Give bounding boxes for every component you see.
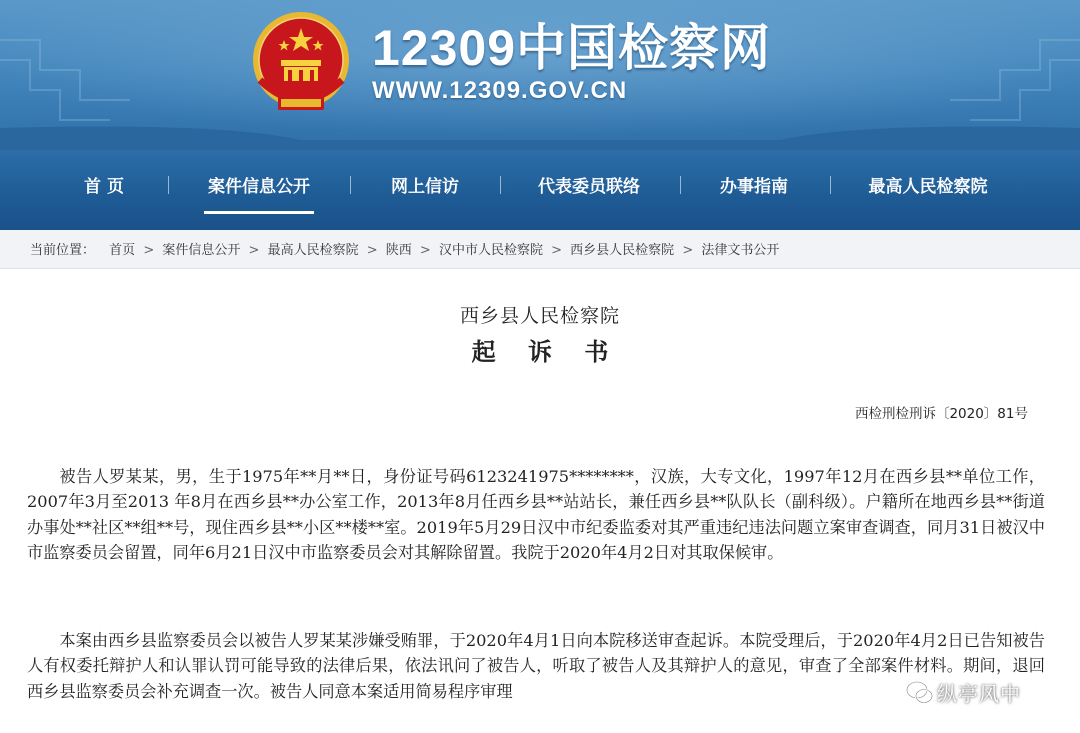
- document-panel: [0, 269, 1080, 733]
- nav-deputy-liaison[interactable]: 代表委员联络: [538, 177, 640, 197]
- nav-separator: [830, 176, 831, 194]
- breadcrumb: [0, 230, 1080, 269]
- breadcrumb-item[interactable]: 西乡县人民检察院: [570, 243, 675, 258]
- nav-separator: [680, 176, 681, 194]
- procuratorate-emblem-icon: [246, 10, 356, 116]
- document-paragraph: 被告人罗某某，男，生于1975年**月**日，身份证号码6123241975********，汉族，大专文化，1997年12月在西乡县**单位工作，2007年3月至2013 年8月在西乡县**办公室工作，2013年8月任西乡县**站站长，兼任西乡县**队队长（副科级）。户籍所在地西乡县**街道办事处**社区**组**号，现住西乡县**小区**楼**室。2019年5月29日汉中市纪委监委对其严重违纪违法问题立案审查调查，同月31日被汉中市监察委员会留置，同年6月21日汉中市监察委员会对其解除留置。我院于2020年4月2日对其取保候审。: [27, 467, 1045, 562]
- document-number: 西检刑检刑诉〔2020〕81号: [854, 406, 1028, 422]
- watermark-text: 纵亭风中: [937, 682, 1021, 706]
- nav-service-guide[interactable]: 办事指南: [720, 177, 788, 197]
- breadcrumb-prefix: 当前位置：: [30, 243, 96, 258]
- site-header: [0, 0, 1080, 150]
- document-paragraph: 本案由西乡县监察委员会以被告人罗某某涉嫌受贿罪，于2020年4月1日向本院移送审查起诉。本院受理后，于2020年4月2日已告知被告人有权委托辩护人和认罪认罚可能导致的法律后果，依法讯问了被告人，听取了被告人及其辩护人的意见，审查了全部案件材料。期间，退回西乡县监察委员会补充调查一次。被告人同意本案适用简易程序审理: [27, 631, 1045, 701]
- watermark: [905, 673, 1065, 713]
- breadcrumb-separator: >: [366, 243, 378, 258]
- nav-separator: [168, 176, 169, 194]
- site-url[interactable]: WWW.12309.GOV.CN: [372, 77, 628, 104]
- breadcrumb-inner: [30, 230, 779, 272]
- breadcrumb-separator: >: [248, 243, 260, 258]
- breadcrumb-item-current[interactable]: 法律文书公开: [701, 243, 780, 258]
- nav-online-petition[interactable]: 网上信访: [391, 177, 459, 197]
- nav-home[interactable]: 首 页: [84, 177, 124, 197]
- nav-supreme-procuratorate[interactable]: 最高人民检察院: [868, 177, 988, 197]
- breadcrumb-item[interactable]: 首页: [109, 243, 136, 258]
- nav-separator: [500, 176, 501, 194]
- breadcrumb-item[interactable]: 陕西: [385, 243, 412, 258]
- breadcrumb-separator: >: [143, 243, 155, 258]
- breadcrumb-item[interactable]: 最高人民检察院: [267, 243, 359, 258]
- document-type: 起 诉 书: [471, 337, 621, 366]
- breadcrumb-separator: >: [551, 243, 563, 258]
- wechat-logo-icon: [905, 678, 935, 708]
- breadcrumb-separator: >: [682, 243, 694, 258]
- breadcrumb-separator: >: [419, 243, 431, 258]
- main-nav: [0, 150, 1080, 230]
- site-title: 12309中国检察网: [372, 20, 772, 76]
- breadcrumb-item[interactable]: 汉中市人民检察院: [438, 243, 543, 258]
- document-org: 西乡县人民检察院: [459, 305, 620, 327]
- nav-separator: [350, 176, 351, 194]
- breadcrumb-item[interactable]: 案件信息公开: [162, 243, 241, 258]
- nav-case-info[interactable]: 案件信息公开: [204, 150, 314, 230]
